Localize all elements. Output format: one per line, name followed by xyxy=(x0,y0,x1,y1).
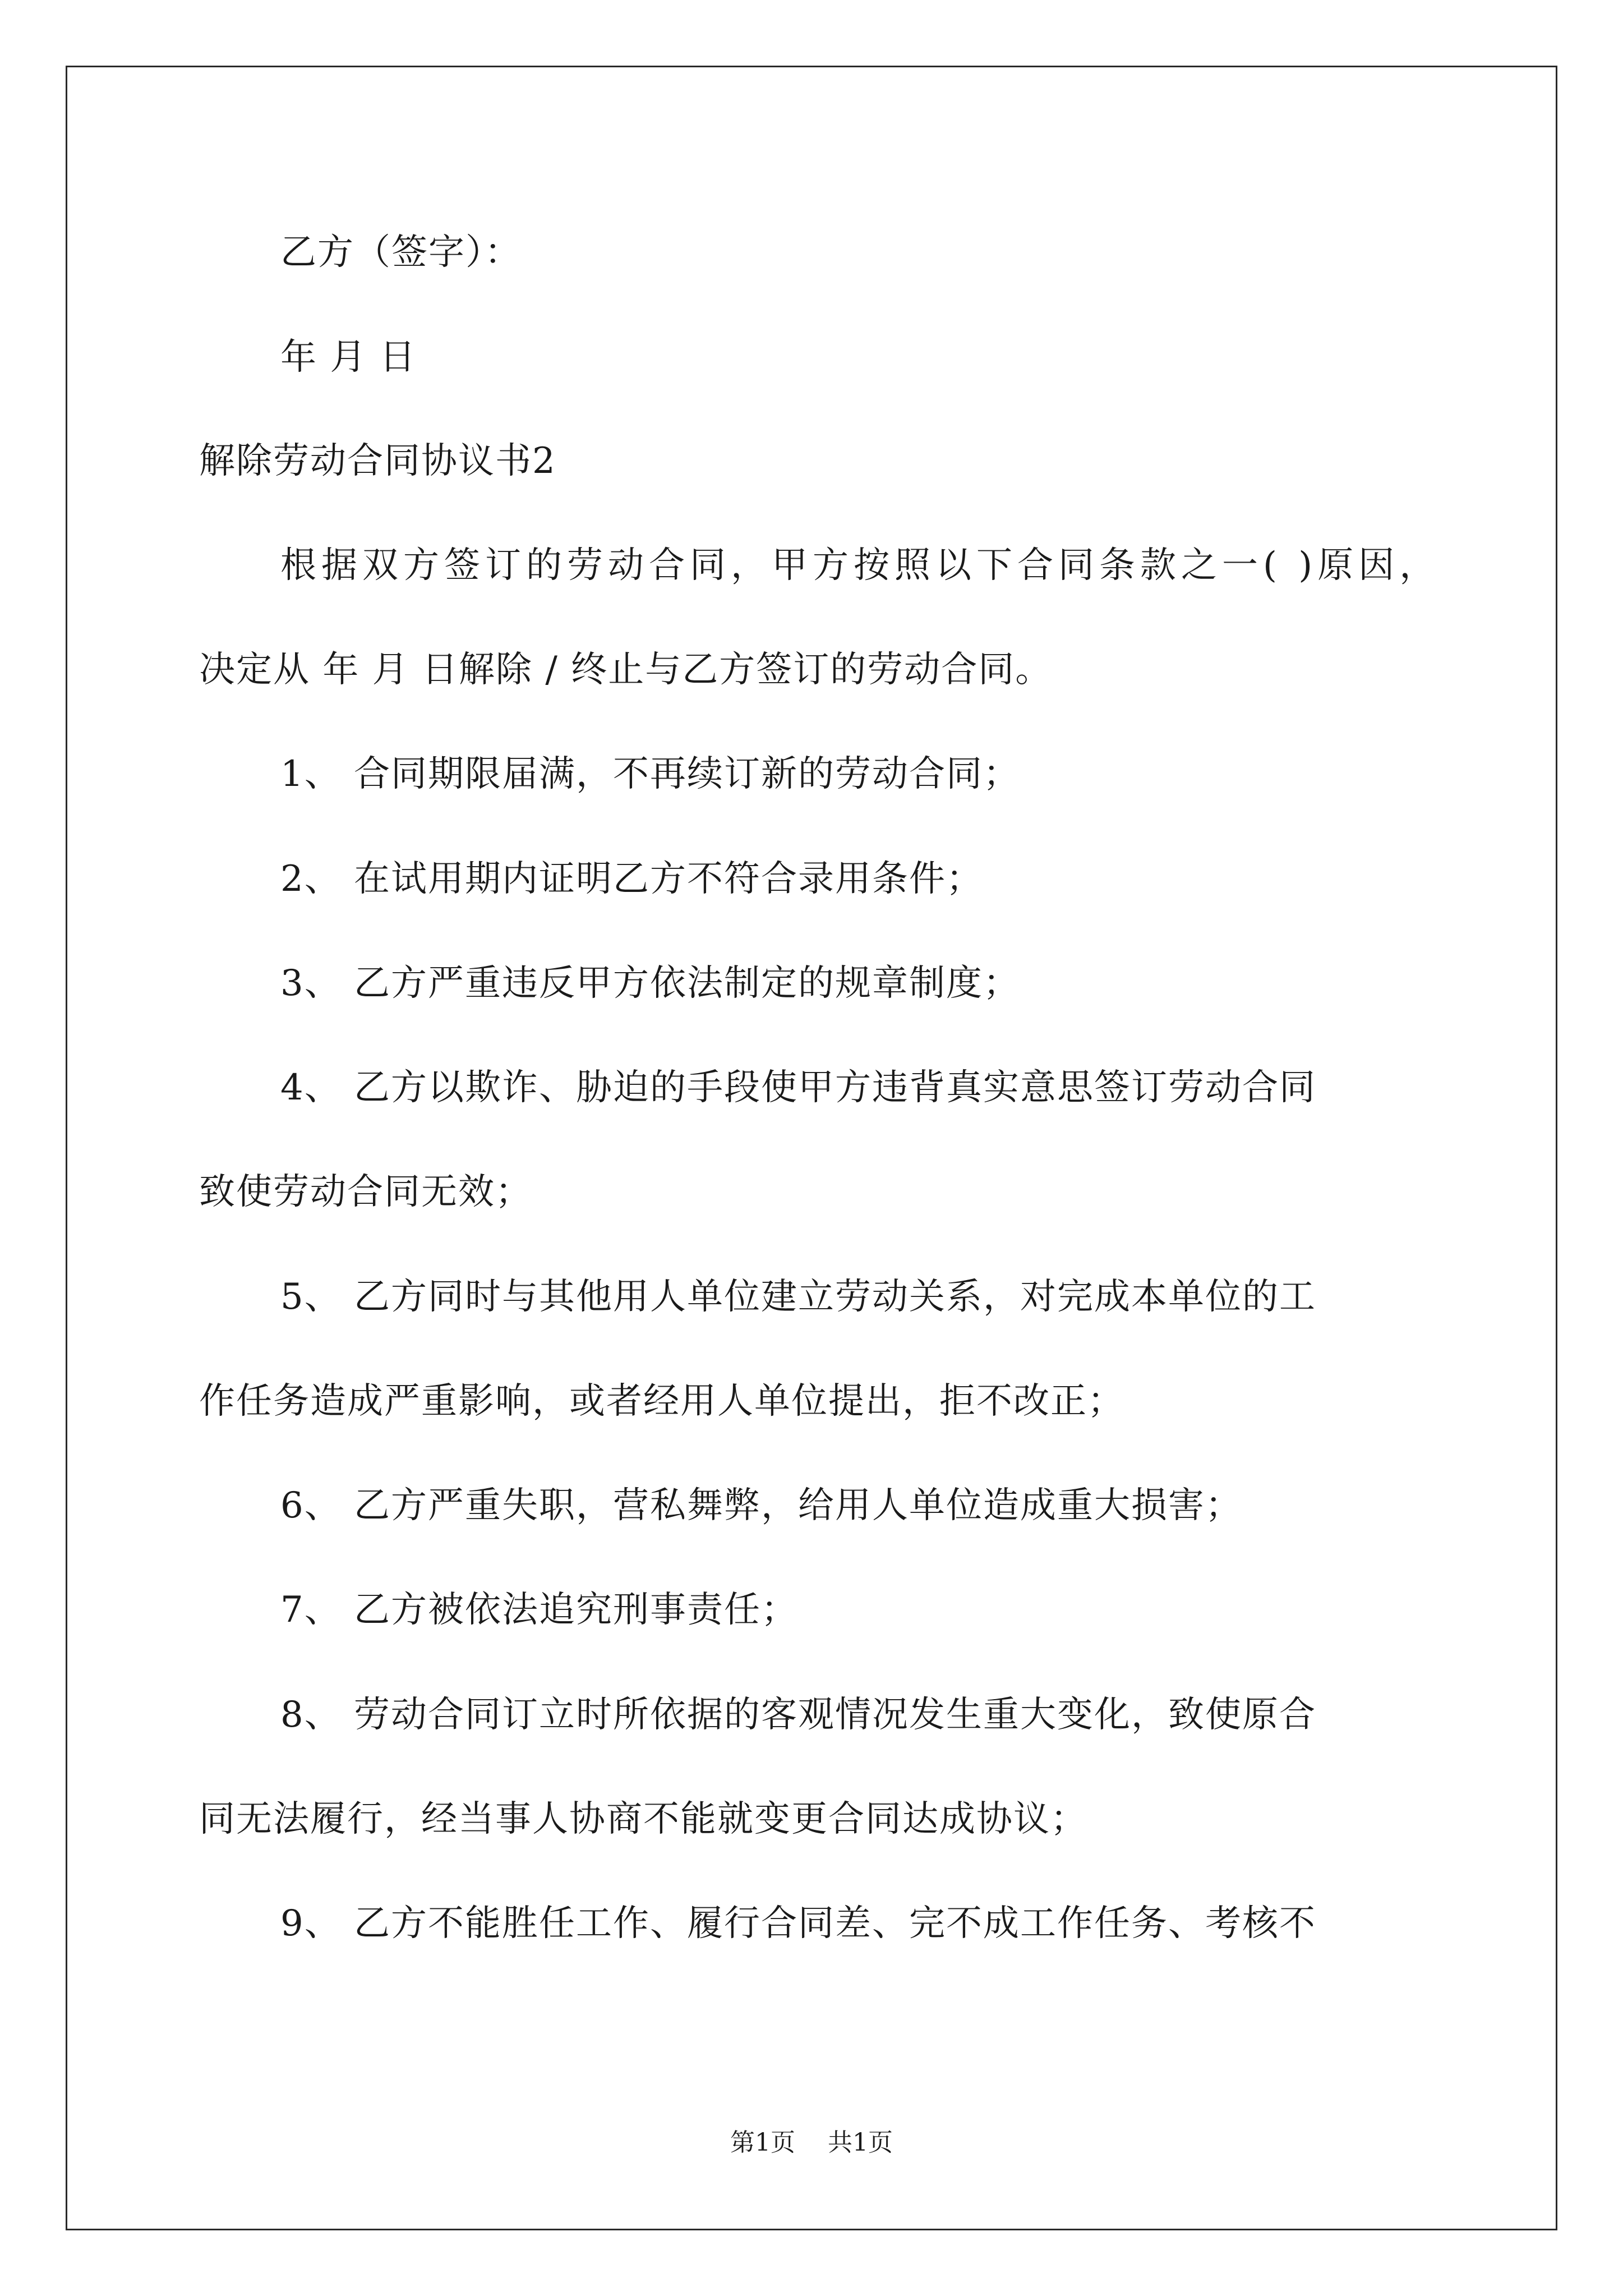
clause-item-9: 9、 乙方不能胜任工作、履行合同差、完不成工作任务、考核不 xyxy=(280,1903,1317,1944)
page-number-current: 第1页 xyxy=(730,2128,795,2157)
paragraph-line: 决定从 年 月 日解除 / 终止与乙方签订的劳动合同。 xyxy=(199,649,1053,691)
clause-item-3: 3、 乙方严重违反甲方依法制定的规章制度； xyxy=(280,963,1021,1004)
clause-item-8-continued: 同无法履行，经当事人协商不能就变更合同达成协议； xyxy=(199,1798,1087,1840)
clause-item-4-continued: 致使劳动合同无效； xyxy=(199,1171,532,1213)
clause-item-1: 1、 合同期限届满，不再续订新的劳动合同； xyxy=(280,753,1021,795)
paragraph-line: 根据双方签订的劳动合同，甲方按照以下合同条款之一( )原因， xyxy=(280,545,1441,586)
page-number-total: 共1页 xyxy=(828,2128,893,2157)
clause-item-5: 5、 乙方同时与其他用人单位建立劳动关系，对完成本单位的工 xyxy=(280,1276,1317,1318)
clause-item-5-continued: 作任务造成严重影响，或者经用人单位提出，拒不改正； xyxy=(199,1381,1124,1422)
clause-item-2: 2、 在试用期内证明乙方不符合录用条件； xyxy=(280,858,984,900)
clause-item-4: 4、 乙方以欺诈、胁迫的手段使甲方违背真实意思签订劳动合同 xyxy=(280,1067,1317,1108)
page-footer xyxy=(0,2128,1623,2157)
date-line: 年 月 日 xyxy=(280,337,417,378)
signature-line-party-b: 乙方（签字）： xyxy=(280,232,522,273)
clause-item-6: 6、 乙方严重失职，营私舞弊，给用人单位造成重大损害； xyxy=(280,1485,1243,1526)
clause-item-8: 8、 劳动合同订立时所依据的客观情况发生重大变化，致使原合 xyxy=(280,1694,1317,1736)
clause-item-7: 7、 乙方被依法追究刑事责任； xyxy=(280,1589,799,1631)
section-title: 解除劳动合同协议书2 xyxy=(199,440,556,482)
